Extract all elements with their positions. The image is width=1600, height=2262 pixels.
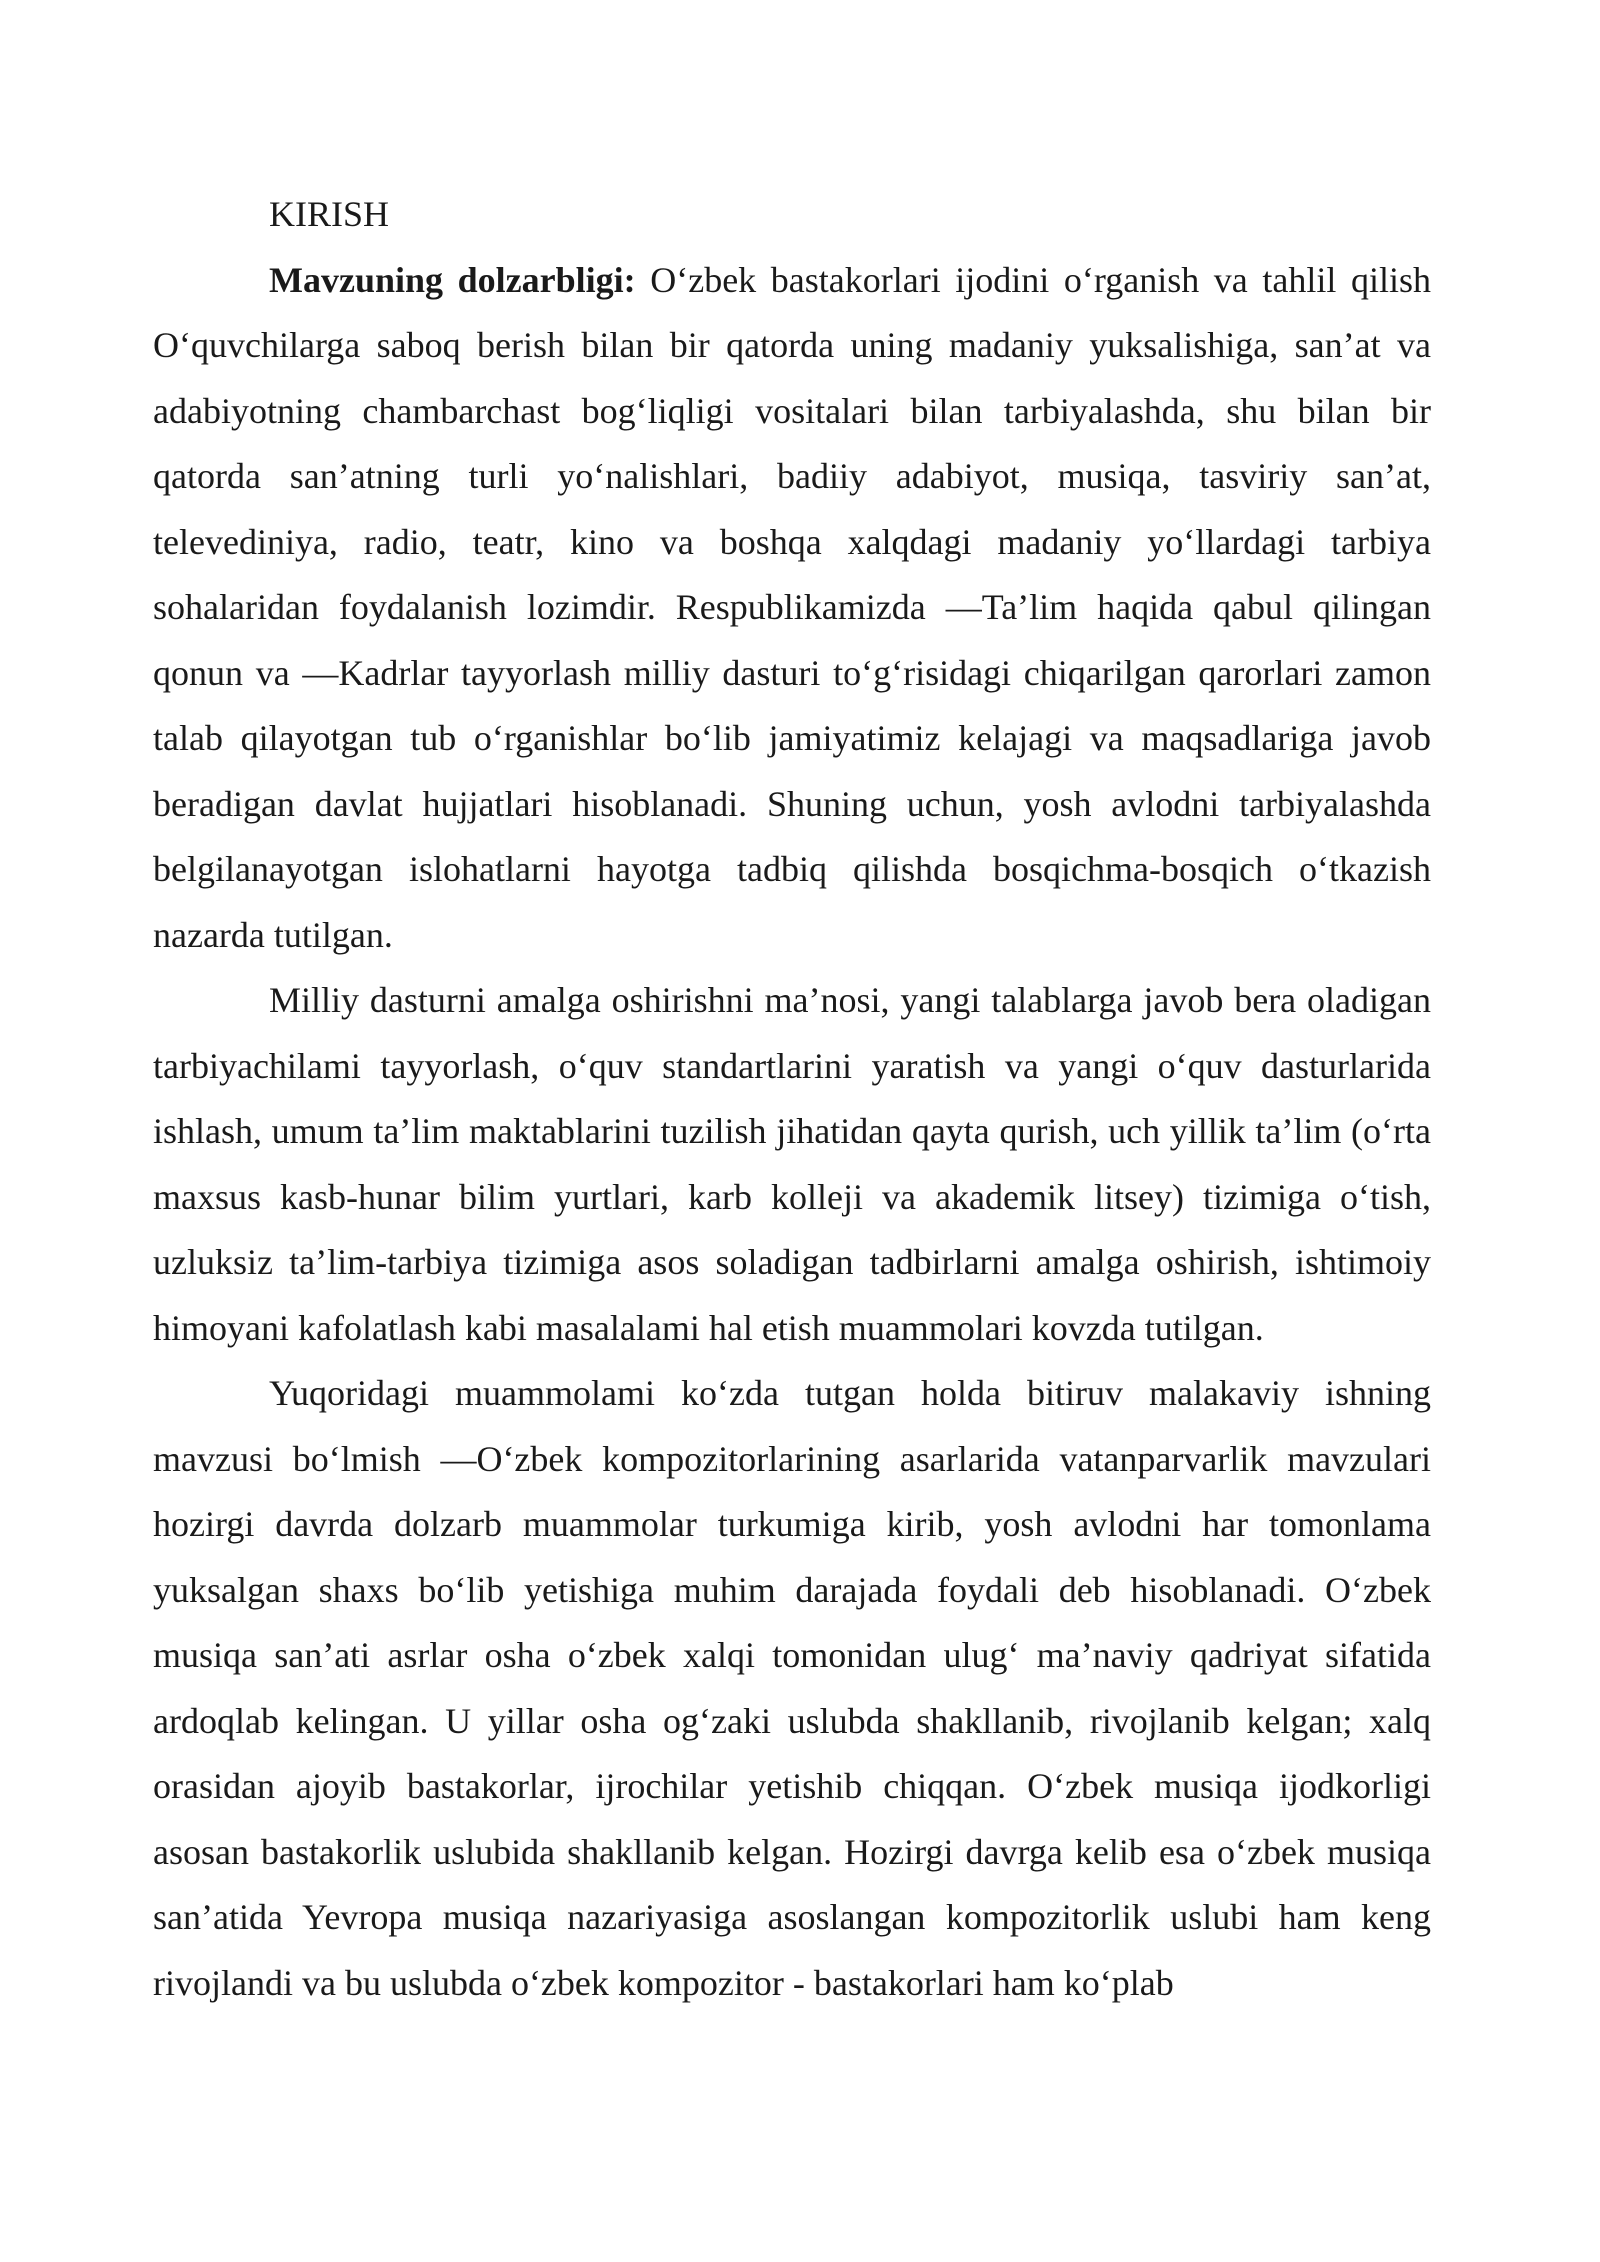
paragraph-relevance: [153, 248, 1431, 969]
paragraph-lead: Mavzuning dolzarbligi:: [269, 259, 636, 300]
paragraph-text: Milliy dasturni amalga oshirishni ma’nosi, yangi talablarga javob bera oladigan tarbiyachilami tayyorlash, o‘quv standartlarini yaratish va yangi o‘quv dasturlarida ishlash, umum ta’lim maktablarini tuzilish jihatidan qayta qurish, uch yillik ta’lim (o‘rta maxsus kasb-hunar bilim yurtlari, karb kolleji va akademik litsey) tizimiga o‘tish, uzluksiz ta’lim-tarbiya tizimiga asos soladigan tadbirlarni amalga oshirish, ishtimoiy himoyani kafolatlash kabi masalalami hal etish muammolari kovzda tutilgan.: [153, 980, 1431, 1348]
section-heading: KIRISH: [269, 194, 390, 234]
paragraph-thesis-topic: [153, 1361, 1431, 2016]
document-body: [153, 182, 1431, 2016]
paragraph-text: Yuqoridagi muammolami ko‘zda tutgan holda bitiruv malakaviy ishning mavzusi bo‘lmish —O‘zbek kompozitorlarining asarlarida vatanparvarlik mavzulari hozirgi davrda dolzarb muammolar turkumiga kirib, yosh avlodni har tomonlama yuksalgan shaxs bo‘lib yetishiga muhim darajada foydali deb hisoblanadi. O‘zbek musiqa san’ati asrlar osha o‘zbek xalqi tomonidan ulug‘ ma’naviy qadriyat sifatida ardoqlab kelingan. U yillar osha og‘zaki uslubda shakllanib, rivojlanib kelgan; xalq orasidan ajoyib bastakorlar, ijrochilar yetishib chiqqan. O‘zbek musiqa ijodkorligi asosan bastakorlik uslubida shakllanib kelgan. Hozirgi davrga kelib esa o‘zbek musiqa san’atida Yevropa musiqa nazariyasiga asoslangan kompozitorlik uslubi ham keng rivojlandi va bu uslubda o‘zbek kompozitor - bastakorlari ham ko‘plab: [153, 1373, 1431, 2003]
paragraph-text: O‘zbek bastakorlari ijodini o‘rganish va tahlil qilish O‘quvchilarga saboq berish bilan bir qatorda uning madaniy yuksalishiga, san’at va adabiyotning chambarchast bog‘liqligi vositalari bilan tarbiyalashda, shu bilan bir qatorda san’atning turli yo‘nalishlari, badiiy adabiyot, musiqa, tasviriy san’at, televediniya, radio, teatr, kino va boshqa xalqdagi madaniy yo‘llardagi tarbiya sohalaridan foydalanish lozimdir. Respublikamizda —Ta’lim haqida qabul qilingan qonun va —Kadrlar tayyorlash milliy dasturi to‘g‘risidagi chiqarilgan qarorlari zamon talab qilayotgan tub o‘rganishlar bo‘lib jamiyatimiz kelajagi va maqsadlariga javob beradigan davlat hujjatlari hisoblanadi. Shuning uchun, yosh avlodni tarbiyalashda belgilanayotgan islohatlarni hayotga tadbiq qilishda bosqichma-bosqich o‘tkazish nazarda tutilgan.: [153, 259, 1431, 955]
paragraph-national-program: [153, 968, 1431, 1361]
